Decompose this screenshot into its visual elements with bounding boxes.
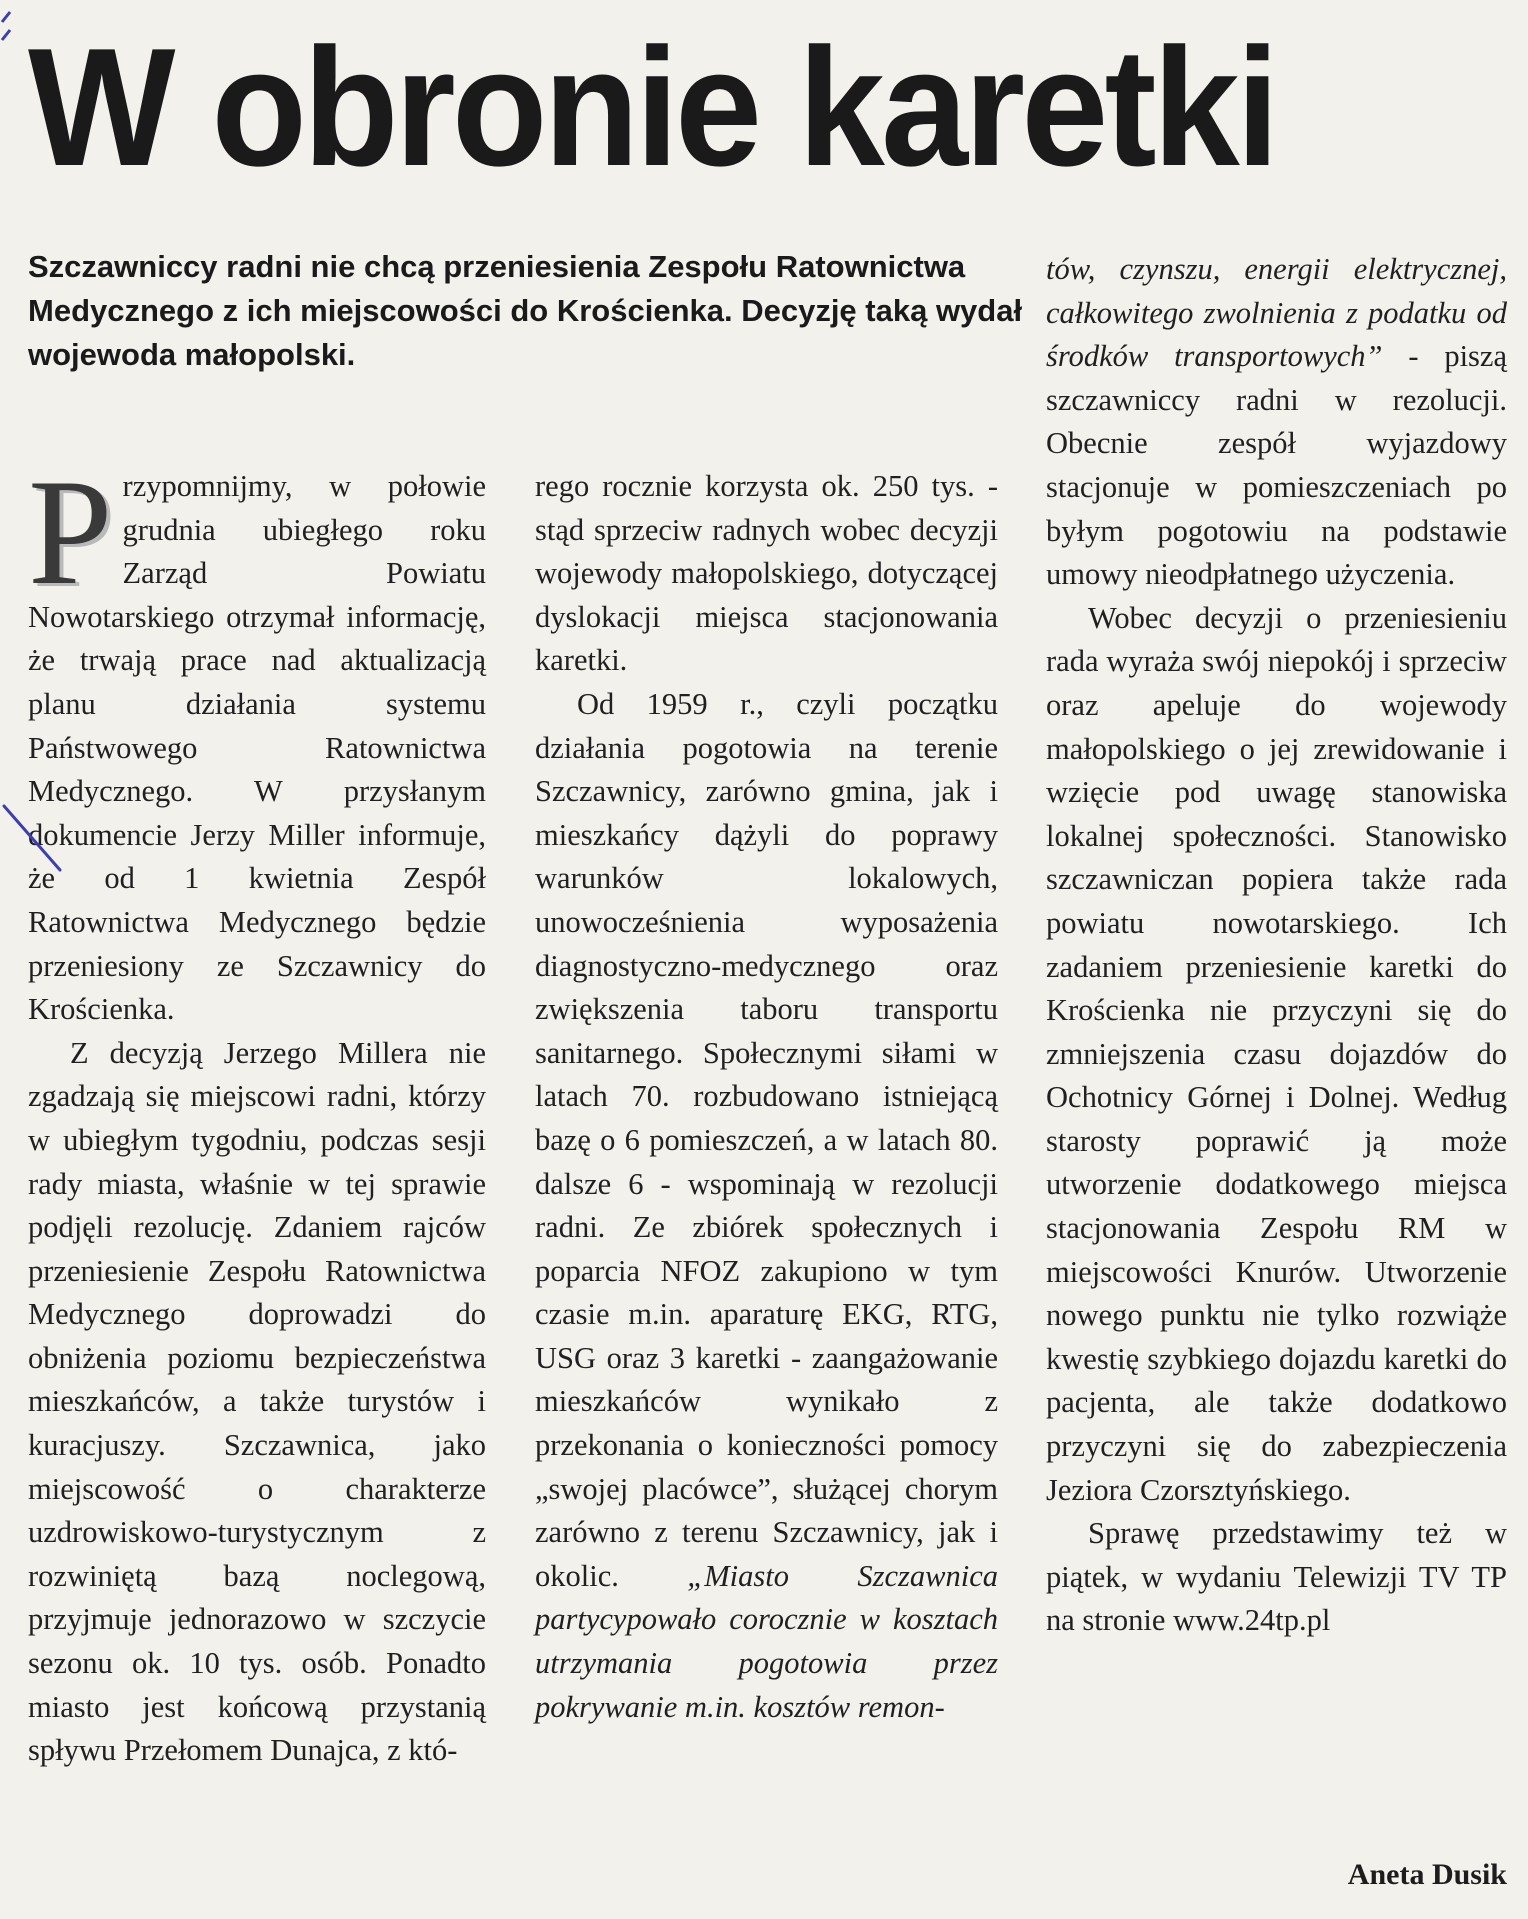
col3-paragraph-2: Wobec decyzji o przeniesieniu rada wyraża swój niepokój i sprzeciw oraz apeluje do wojewody małopolskiego o jej zrewidowanie i wzięcie pod uwagę stanowiska lokalnej społeczności. Stanowisko szczawniczan popiera także rada powiatu nowotarskiego. Ich zadaniem przeniesienie karetki do Krościenka nie przyczyni się do zmniejszenia czasu dojazdów do Ochotnicy Górnej i Dolnej. Według starosty poprawić ją może utworzenie dodatkowego miejsca stacjonowania Zespołu RM w miejscowości Knurów. Utworzenie nowego punktu nie tylko rozwiąże kwestię szybkiego dojazdu karetki do pacjenta, ale także dodatkowo przyczyni się do zabezpieczenia Jeziora Czorsztyńskiego. — [1046, 600, 1507, 1507]
col2-paragraph-2-text: Od 1959 r., czyli początku działania pogotowia na terenie Szczawnicy, zarówno gmina, jak i mieszkańcy dążyli do poprawy warunków lokalowych, unowocześnienia wyposażenia diagnostyczno-medycznego oraz zwiększenia taboru transportu sanitarnego. Społecznymi siłami w latach 70. rozbudowano istniejącą bazę o 6 pomieszczeń, a w latach 80. dalsze 6 - wspominają w rezolucji radni. Ze zbiórek społecznych i poparcia NFOZ zakupiono w tym czasie m.in. aparaturę EKG, RTG, USG oraz 3 karetki - zaangażowanie mieszkańców wynikało z przekonania o konieczności pomocy „swojej placówce”, służącej chorym zarówno z terenu Szczawnicy, jak i okolic. — [535, 686, 998, 1593]
lead-paragraph: Szczawniccy radni nie chcą przeniesienia Zespołu Ratownictwa Medycznego z ich miejscowości do Krościenka. Decyzję taką wydał wojewoda małopolski. — [28, 249, 1023, 372]
column-2 — [535, 465, 998, 1729]
col1-paragraph-2: Z decyzją Jerzego Millera nie zgadzają się miejscowi radni, którzy w ubiegłym tygodniu, podczas sesji rady miasta, właśnie w tej sprawie podjęli rezolucję. Zdaniem rajców przeniesienie Zespołu Ratownictwa Medycznego doprowadzi do obniżenia poziomu bezpieczeństwa mieszkańców, a także turystów i kuracjuszy. Szczawnica, jako miejscowość o charakterze uzdrowiskowo-turystycznym z rozwiniętą bazą noclegową, przyjmuje jednorazowo w szczycie sezonu ok. 10 tys. osób. Ponadto miasto jest końcową przystanią spływu Przełomem Dunajca, z któ- — [28, 1035, 486, 1768]
col1-paragraph-1 — [28, 448, 486, 1032]
column-1 — [28, 448, 486, 1773]
headline: W obronie karetki — [28, 13, 1276, 201]
col3-paragraph-1 — [1046, 248, 1507, 597]
pen-stroke-mark — [0, 800, 70, 880]
col2-paragraph-1: rego rocznie korzysta ok. 250 tys. - stąd sprzeciw radnych wobec decyzji wojewody małopolskiego, dotyczącej dyslokacji miejsca stacjonowania karetki. — [535, 469, 998, 678]
author-byline: Aneta Dusik — [1347, 1858, 1507, 1891]
col2-quote: „Miasto Szczawnica partycypowało corocznie w kosztach utrzymania pogotowia przez pokrywanie m.in. kosztów remon- — [535, 1558, 998, 1724]
column-3 — [1046, 248, 1507, 1643]
col1-paragraph-1-text: rzypomnijmy, w połowie grudnia ubiegłego roku Zarząd Powiatu Nowotarskiego otrzymał informację, że trwają prace nad aktualizacją planu działania systemu Państwowego Ratownictwa Medycznego. W przysłanym dokumencie Jerzy Miller informuje, że od 1 kwietnia Zespół Ratownictwa Medycznego będzie przeniesiony ze Szczawnicy do Krościenka. — [28, 469, 486, 1027]
col2-paragraph-2 — [535, 683, 998, 1729]
col3-paragraph-3: Sprawę przedstawimy też w piątek, w wydaniu Telewizji TV TP na stronie www.24tp.pl — [1046, 1516, 1507, 1638]
col3-quote: tów, czynszu, energii elektrycznej, całkowitego zwolnienia z podatku od środków transportowych” — [1046, 252, 1507, 374]
drop-cap: P — [28, 448, 113, 616]
col3-paragraph-1-text: - piszą szczawniccy radni w rezolucji. Obecnie zespół wyjazdowy stacjonuje w pomieszczeniach po byłym pogotowiu na podstawie umowy nieodpłatnego użyczenia. — [1046, 339, 1507, 592]
corner-ink-mark — [0, 8, 14, 48]
